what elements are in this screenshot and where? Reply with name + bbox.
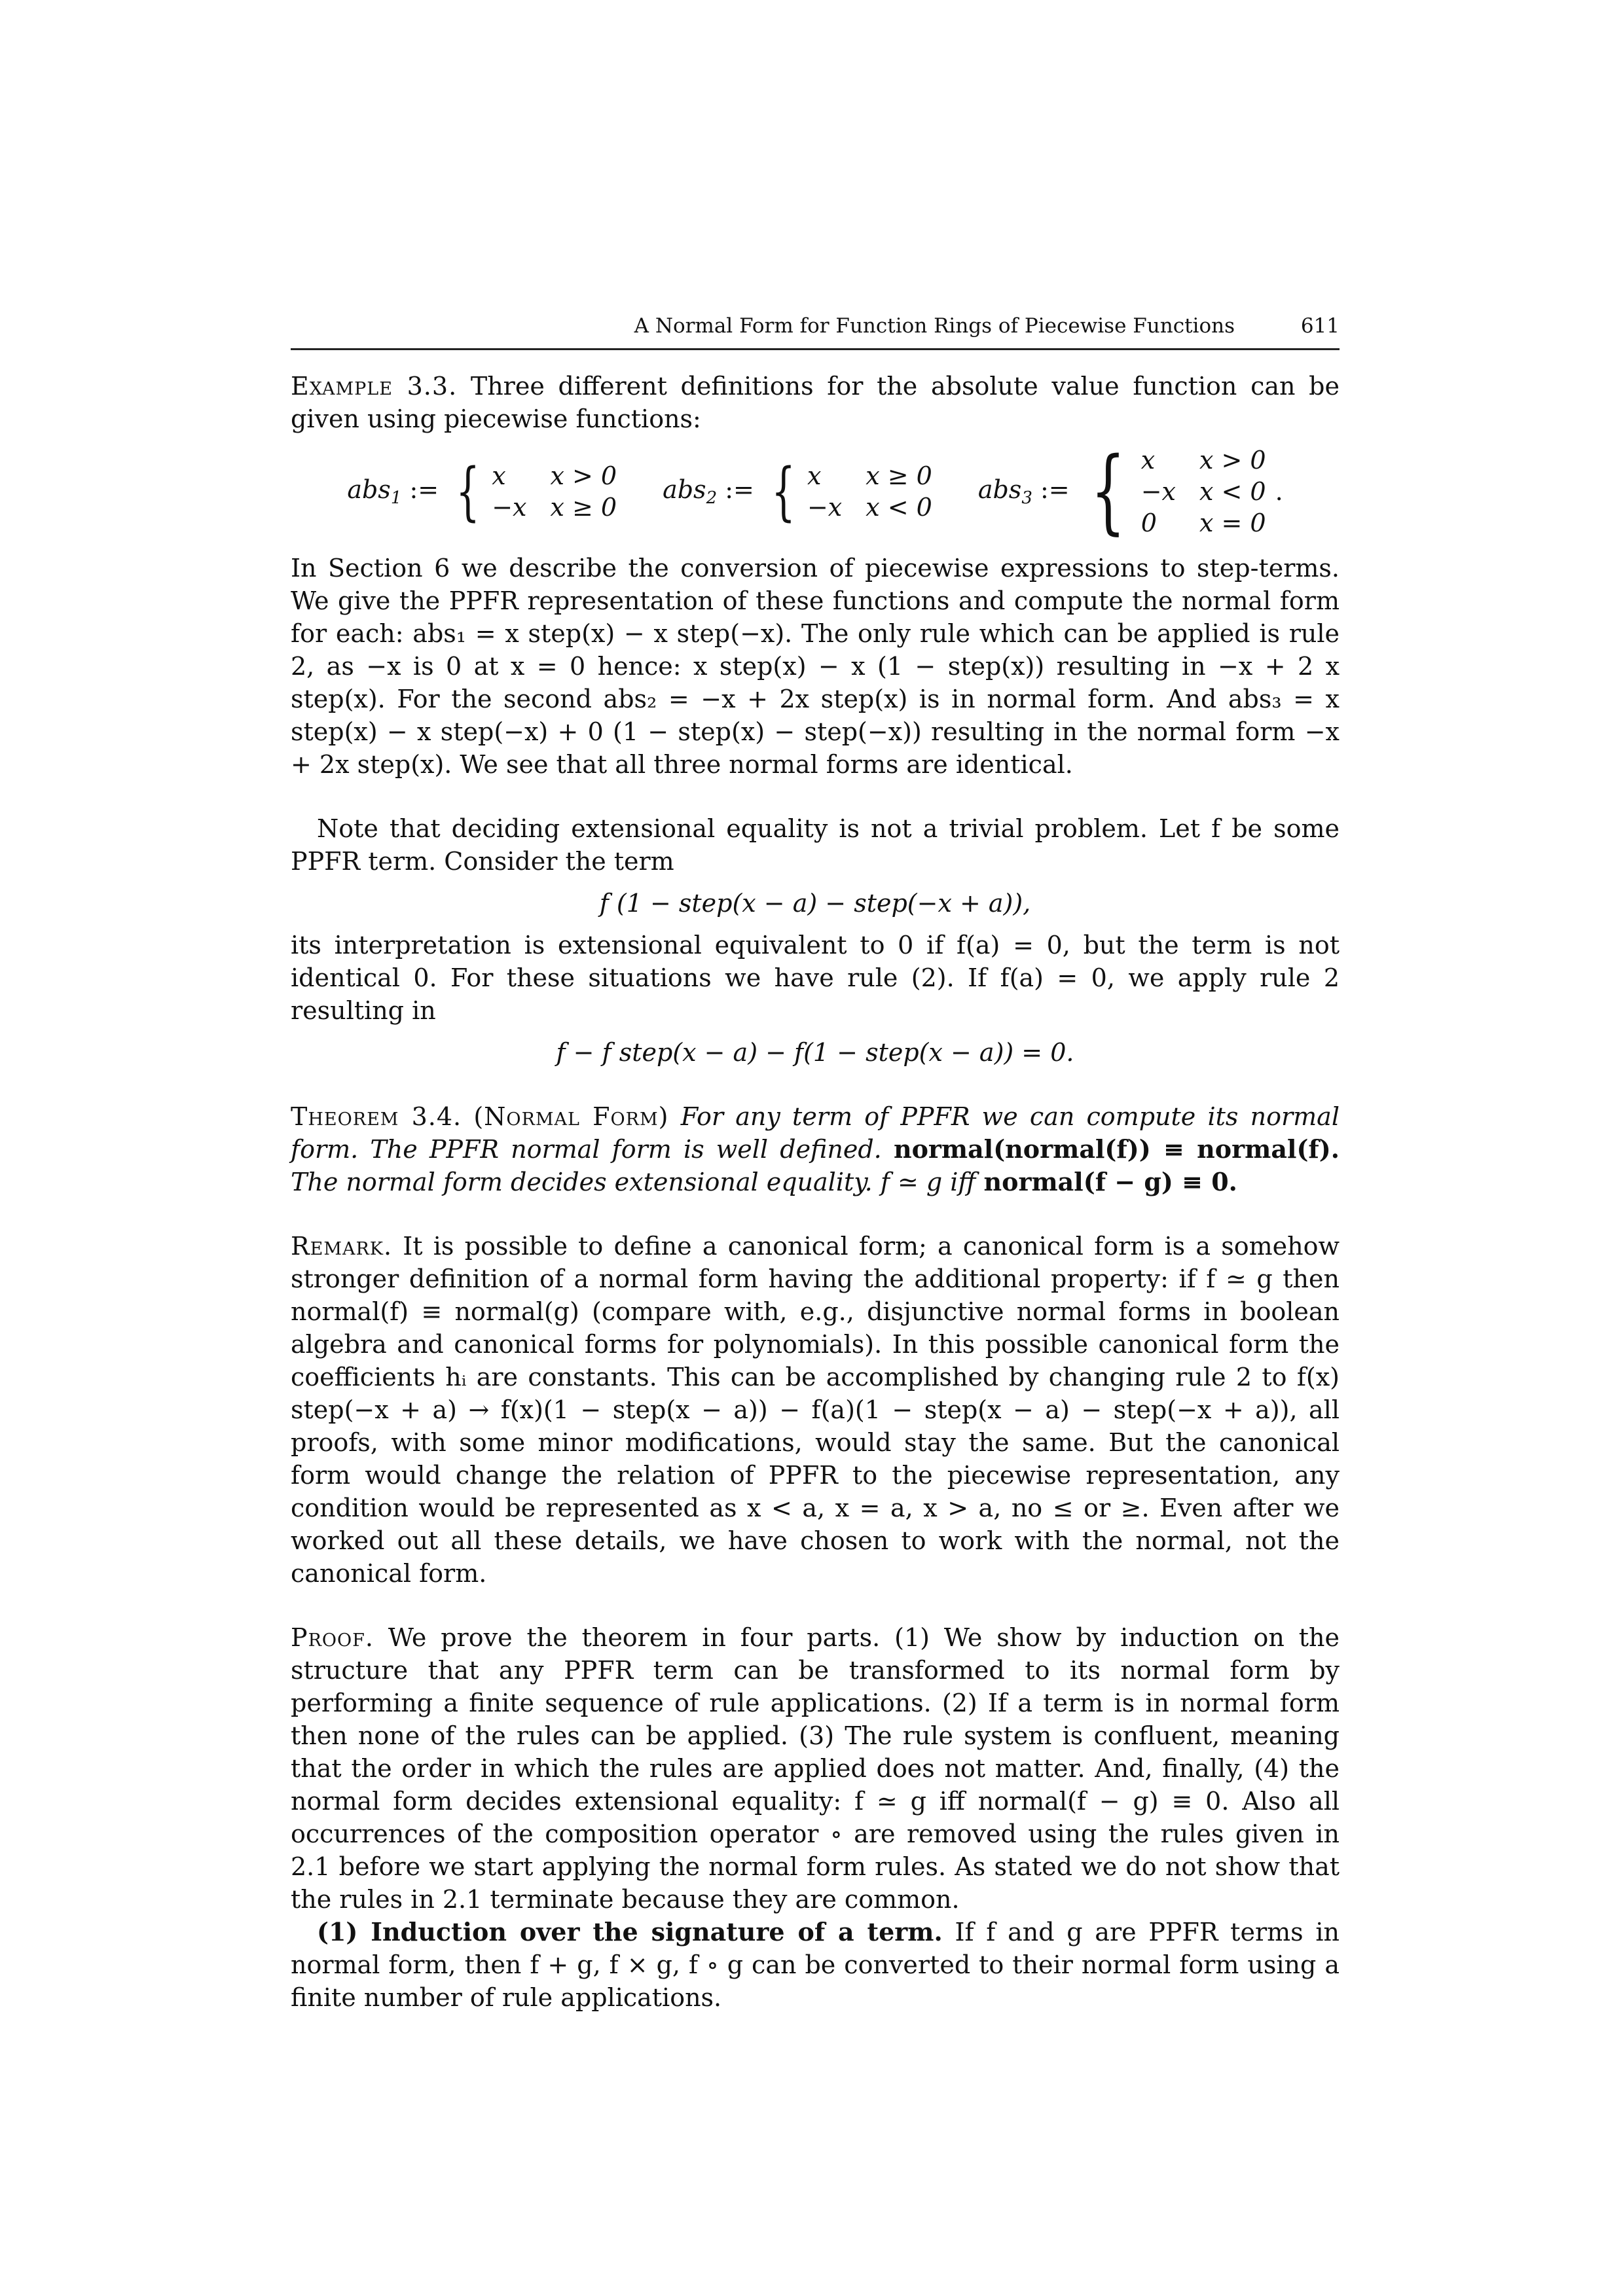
proof [291,1621,1340,1916]
left-brace: { [456,455,480,528]
example-intro [291,370,1340,435]
theorem-label: Theorem 3.4. [291,1102,462,1131]
abs1-definition: abs$_1$ := { x x > 0 −x x ≥ 0 [347,455,617,528]
proof-label: Proof. [291,1623,374,1652]
remark [291,1230,1340,1590]
proof-part-1-heading: (1) Induction over the signature of a term. [317,1917,943,1946]
equation-2: f − f step(x − a) − f(1 − step(x − a)) = 0. [556,1038,1074,1067]
abs-definitions [291,438,1340,545]
proof-text: We prove the theorem in four parts. (1) We show by induction on the structure that any PPFR term can be transformed to its normal form by performing a finite sequence of rule applications. (2) If a term is in normal form then none of the rules can be applied. (3) The rule system is confluent, meaning that the order in which the rules are applied does not matter. And, finally, (4) the normal form decides extensional equality: f ≃ g iff normal(f − g) ≡ 0. Also all occurrences of the composition operator ∘ are removed using the rules given in 2.1 before we start applying the normal form rules. As stated we do not show that the rules in 2.1 terminate because they are common. [291,1623,1340,1914]
proof-part-1 [291,1916,1340,2014]
abs3-definition: abs$_3$ := { x x > 0 −x x < 0 0 x = 0 . [977,438,1283,545]
note-paragraph-1: Note that deciding extensional equality is not a trivial problem. Let f be some PPFR term. Consider the term [291,814,1340,876]
theorem: Theorem 3.4. (Normal Form) For any term of PPFR we can compute its normal form. The PPFR normal form is well defined. normal(normal(f)) ≡ normal(f). The normal form decides extensional equality. f ≃ g iff normal(f − g) ≡ 0. [291,1102,1340,1196]
example-intro-text: Three different definitions for the absolute value function can be given using piecewise functions: [291,372,1340,433]
remark-label: Remark. [291,1232,393,1261]
left-brace: { [771,455,795,528]
theorem-name: (Normal Form) [473,1102,669,1131]
left-brace: { [1090,438,1125,545]
running-title: A Normal Form for Function Rings of Piecewise Functions [634,314,1235,338]
equation-1: f (1 − step(x − a) − step(−x + a)), [599,889,1031,918]
note-paragraph-2: its interpretation is extensional equivalent to 0 if f(a) = 0, but the term is not identical 0. For these situations we have rule (2). If f(a) = 0, we apply rule 2 resulting in [291,931,1340,1025]
abs2-definition: abs$_2$ := { x x ≥ 0 −x x < 0 [663,455,932,528]
example-body: In Section 6 we describe the conversion of piecewise expressions to step-terms. We give the PPFR representation of these functions and compute the normal form for each: abs₁ = x step(x) − x step(−x). The only rule which can be applied is rule 2, as −x is 0 at x = 0 hence: x step(x) − x (1 − step(x)) resulting in −x + 2 x step(x). For the second abs₂ = −x + 2x step(x) is in normal form. And abs₃ = x step(x) − x step(−x) + 0 (1 − step(x) − step(−x)) resulting in the normal form −x + 2x step(x). We see that all three normal forms are identical. [291,554,1340,779]
page [291,314,1340,2014]
proof-part-1-text: If f and g are PPFR terms in normal form, then f + g, f × g, f ∘ g can be converted to their normal form using a finite number of rule applications. [291,1918,1340,2012]
remark-text: It is possible to define a canonical form; a canonical form is a somehow stronger definition of a normal form having the additional property: if f ≃ g then normal(f) ≡ normal(g) (compare with, e.g., disjunctive normal forms in boolean algebra and canonical forms for polynomials). In this possible canonical form the coefficients hᵢ are constants. This can be accomplished by changing rule 2 to f(x) step(−x + a) → f(x)(1 − step(x − a)) − f(a)(1 − step(x − a) − step(−x + a)), all proofs, with some minor modifications, would stay the same. But the canonical form would change the relation of PPFR to the piecewise representation, any condition would be represented as x < a, x = a, x > a, no ≤ or ≥. Even after we worked out all these details, we have chosen to work with the normal, not the canonical form. [291,1232,1340,1588]
page-number: 611 [1300,314,1340,338]
example-label: Example 3.3. [291,372,458,401]
running-header [291,314,1340,350]
